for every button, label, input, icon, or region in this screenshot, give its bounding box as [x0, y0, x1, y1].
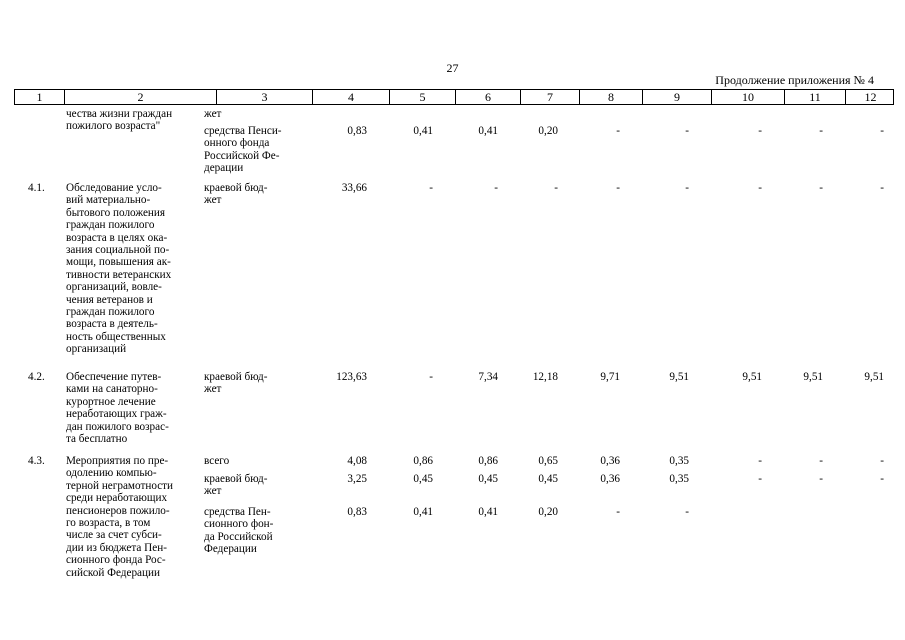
- table-cell-value: 0,45: [538, 473, 558, 485]
- table-cell-value: -: [616, 182, 620, 194]
- table-header: [14, 89, 894, 105]
- funding-source-line: жет: [204, 108, 222, 120]
- table-cell-value: 33,66: [341, 182, 367, 194]
- row-description-line: курортное лечение: [66, 395, 156, 408]
- table-cell-value: 0,86: [478, 455, 498, 467]
- table-cell-value: 0,41: [413, 506, 433, 518]
- table-cell-value: -: [758, 455, 762, 467]
- header-col-8: 8: [579, 90, 642, 104]
- funding-source-line: краевой бюд-: [204, 182, 268, 194]
- funding-source-line: онного фонда: [204, 137, 270, 150]
- row-description-line: числе за счет субси-: [66, 529, 162, 542]
- table-cell-value: 9,71: [600, 371, 620, 383]
- table-cell-value: -: [494, 182, 498, 194]
- table-cell-value: 9,51: [669, 371, 689, 383]
- table-cell-value: 0,36: [600, 473, 620, 485]
- table-cell-value: 0,45: [478, 473, 498, 485]
- row-description-line: тивности ветеранских: [66, 268, 172, 281]
- row-description-line: неработающих граж-: [66, 408, 167, 421]
- table-cell-value: -: [685, 182, 689, 194]
- funding-source-line: дерации: [204, 162, 244, 175]
- row-description-line: пенсионеров пожило-: [66, 504, 170, 517]
- funding-source-line: всего: [204, 455, 230, 467]
- funding-source-line: жет: [204, 383, 222, 396]
- table-cell-value: -: [880, 182, 884, 194]
- header-col-7: 7: [520, 90, 579, 104]
- row-description-line: го возраста, в том: [66, 517, 151, 529]
- row-description-line: та бесплатно: [66, 433, 128, 445]
- funding-source-line: средства Пен-: [204, 506, 271, 518]
- row-number: 4.3.: [28, 455, 45, 467]
- table-cell-value: -: [616, 125, 620, 137]
- row-description-line: возраста в деятель-: [66, 318, 158, 331]
- row-description-line: среди неработающих: [66, 492, 168, 505]
- row-description-line: сионного фонда Рос-: [66, 554, 166, 567]
- table-cell-value: 0,41: [413, 125, 433, 137]
- table-cell-value: -: [758, 182, 762, 194]
- page-number: 27: [446, 61, 459, 75]
- table-cell-value: -: [429, 182, 433, 194]
- row-description-line: организаций: [66, 343, 127, 356]
- table-cell-value: -: [616, 506, 620, 518]
- row-description-line: Обеспечение путев-: [66, 371, 162, 383]
- table-cell-value: -: [819, 182, 823, 194]
- table-cell-value: 0,20: [538, 506, 558, 518]
- row-description-line: чества жизни граждан: [66, 108, 173, 120]
- table-cell-value: -: [685, 125, 689, 137]
- table-cell-value: -: [554, 182, 558, 194]
- table-cell-value: -: [429, 371, 433, 383]
- row-description-line: дии из бюджета Пен-: [66, 541, 167, 554]
- header-col-4: 4: [312, 90, 389, 104]
- funding-source-line: сионного фон-: [204, 518, 274, 531]
- row-description-line: зания социальной по-: [66, 244, 170, 256]
- table-cell-value: 0,45: [413, 473, 433, 485]
- row-description-line: Обследование усло-: [66, 182, 162, 194]
- table-cell-value: 3,25: [347, 473, 367, 485]
- row-description-line: возраста в целях ока-: [66, 231, 168, 244]
- row-description-line: дан пожилого возрас-: [66, 420, 169, 433]
- row-description-line: граждан пожилого: [66, 306, 155, 318]
- table-cell-value: 0,35: [669, 455, 689, 467]
- header-col-12: 12: [845, 90, 895, 104]
- funding-source-line: Федерации: [204, 543, 257, 556]
- table-cell-value: 0,65: [538, 455, 558, 467]
- row-description-line: ность общественных: [66, 330, 166, 343]
- row-description-line: мощи, повышения ак-: [66, 256, 171, 269]
- funding-source-line: жет: [204, 485, 222, 498]
- row-description-line: Мероприятия по пре-: [66, 455, 169, 467]
- funding-source-line: средства Пенси-: [204, 125, 282, 137]
- table-cell-value: 9,51: [864, 371, 884, 383]
- row-description-line: вий материально-: [66, 194, 151, 207]
- funding-source-line: Российской Фе-: [204, 149, 280, 162]
- row-description-line: сийской Федерации: [66, 566, 160, 579]
- header-col-10: 10: [711, 90, 784, 104]
- row-description-line: организаций, вовле-: [66, 281, 162, 294]
- table-cell-value: 0,41: [478, 506, 498, 518]
- table-cell-value: 7,34: [478, 371, 498, 383]
- row-description-line: бытового положения: [66, 206, 166, 219]
- row-number: 4.2.: [28, 371, 45, 383]
- continuation-label: Продолжение приложения № 4: [715, 73, 874, 87]
- table-cell-value: 123,63: [336, 371, 367, 383]
- table-cell-value: -: [758, 473, 762, 485]
- table-cell-value: 0,83: [347, 506, 367, 518]
- funding-source-line: жет: [204, 194, 222, 207]
- funding-source-line: краевой бюд-: [204, 473, 268, 485]
- table-cell-value: 0,86: [413, 455, 433, 467]
- row-number: 4.1.: [28, 182, 45, 194]
- table-cell-value: 0,41: [478, 125, 498, 137]
- funding-source-line: да Российской: [204, 530, 273, 543]
- table-cell-value: -: [880, 473, 884, 485]
- header-col-2: 2: [64, 90, 216, 104]
- row-description-line: граждан пожилого: [66, 219, 155, 232]
- header-col-6: 6: [455, 90, 520, 104]
- row-description-line: одолению компью-: [66, 467, 157, 480]
- row-description-line: пожилого возраста": [66, 120, 161, 133]
- table-cell-value: 9,51: [803, 371, 823, 383]
- table-cell-value: -: [880, 455, 884, 467]
- header-col-3: 3: [216, 90, 312, 104]
- table-cell-value: 4,08: [347, 455, 367, 467]
- table-cell-value: 12,18: [532, 371, 558, 383]
- table-cell-value: -: [685, 506, 689, 518]
- row-description-line: чения ветеранов и: [66, 293, 153, 306]
- header-col-11: 11: [784, 90, 845, 104]
- table-cell-value: 0,36: [600, 455, 620, 467]
- row-description-line: ками на санаторно-: [66, 383, 158, 396]
- table-cell-value: 0,20: [538, 125, 558, 137]
- table-cell-value: 9,51: [742, 371, 762, 383]
- table-cell-value: -: [819, 455, 823, 467]
- row-description-line: терной неграмотности: [66, 479, 174, 492]
- table-cell-value: -: [819, 473, 823, 485]
- header-col-9: 9: [642, 90, 711, 104]
- table-cell-value: -: [819, 125, 823, 137]
- funding-source-line: краевой бюд-: [204, 371, 268, 383]
- table-cell-value: 0,83: [347, 125, 367, 137]
- table-cell-value: 0,35: [669, 473, 689, 485]
- table-cell-value: -: [758, 125, 762, 137]
- table-cell-value: -: [880, 125, 884, 137]
- header-col-5: 5: [389, 90, 455, 104]
- header-col-1: 1: [36, 90, 43, 104]
